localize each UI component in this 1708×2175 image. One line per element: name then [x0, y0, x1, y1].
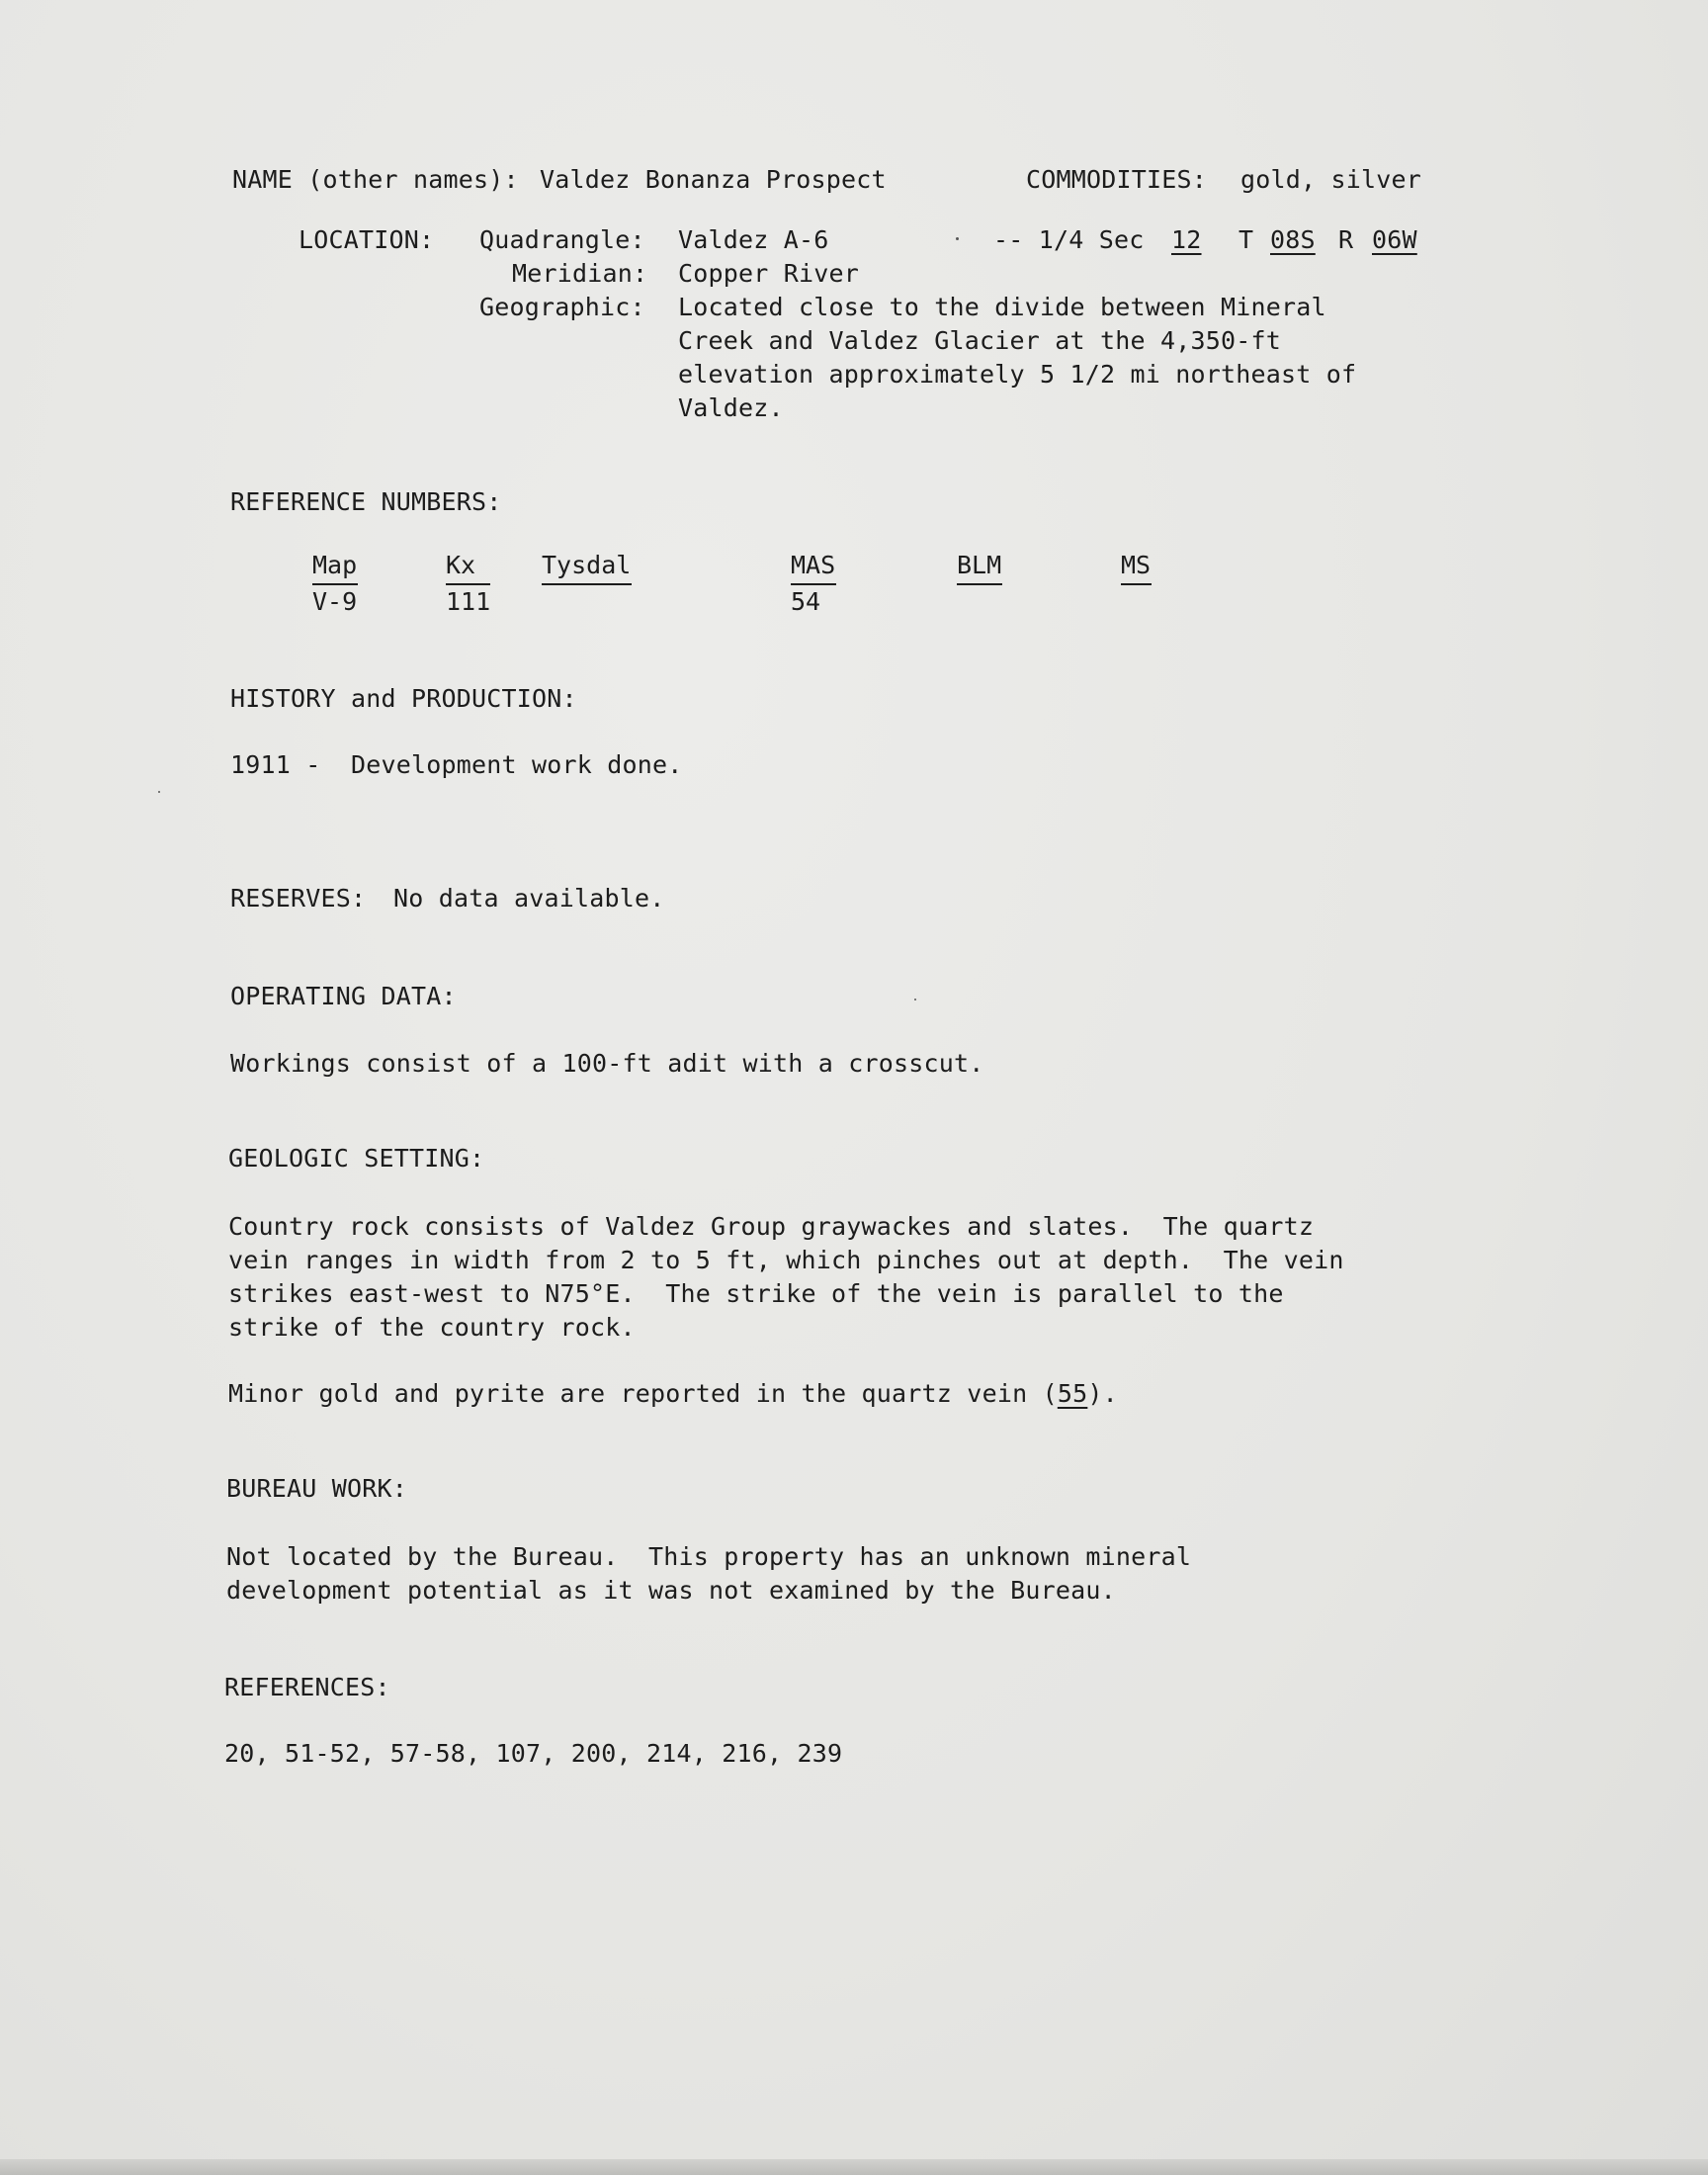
geologic-line: vein ranges in width from 2 to 5 ft, which pinches out at depth. The vein — [228, 1246, 1344, 1274]
range-value: 06W — [1372, 225, 1417, 254]
ref-column-mas — [791, 549, 836, 619]
geologic-note — [228, 1377, 1118, 1411]
commodities-label: COMMODITIES: — [1026, 165, 1208, 194]
ref-header: BLM — [957, 549, 1002, 585]
ref-value: 111 — [446, 587, 491, 616]
ref-header: Tysdal — [542, 549, 632, 585]
geologic-line: strikes east-west to N75°E. The strike of the vein is parallel to the — [228, 1279, 1284, 1308]
reference-numbers-heading: REFERENCE NUMBERS: — [230, 487, 502, 516]
geologic-heading: GEOLOGIC SETTING: — [228, 1144, 485, 1173]
township-label: T — [1238, 225, 1254, 254]
geologic-line: strike of the country rock. — [228, 1313, 636, 1342]
geographic-line: Creek and Valdez Glacier at the 4,350-ft — [678, 326, 1282, 355]
ref-column-blm — [957, 549, 1002, 585]
scan-speck — [914, 999, 916, 1000]
bureau-line: development potential as it was not examined by the Bureau. — [226, 1576, 1116, 1605]
ref-header: Kx — [446, 549, 490, 585]
scan-speck — [158, 791, 160, 793]
reserves-value: No data available. — [393, 884, 665, 913]
quadrangle-value: Valdez A-6 — [678, 225, 829, 254]
geographic-line: Valdez. — [678, 393, 784, 422]
name-value: Valdez Bonanza Prospect — [540, 165, 887, 194]
section-value: 12 — [1171, 225, 1202, 254]
bureau-line: Not located by the Bureau. This property has an unknown mineral — [226, 1542, 1192, 1571]
ref-value: V-9 — [312, 587, 358, 616]
township-value: 08S — [1270, 225, 1316, 254]
name-label: NAME (other names): — [232, 165, 519, 194]
ref-header: MAS — [791, 549, 836, 585]
operating-heading: OPERATING DATA: — [230, 982, 457, 1010]
meridian-label: Meridian: — [512, 259, 648, 288]
ref-column-map — [312, 549, 358, 619]
geographic-line: elevation approximately 5 1/2 mi northeast of — [678, 360, 1357, 389]
citation-reference: 55 — [1057, 1379, 1088, 1408]
ref-header: MS — [1121, 549, 1152, 585]
history-line: 1911 - Development work done. — [230, 750, 683, 779]
references-heading: REFERENCES: — [224, 1673, 390, 1701]
reserves-label: RESERVES: — [230, 884, 367, 913]
references-list: 20, 51-52, 57-58, 107, 200, 214, 216, 239 — [224, 1739, 843, 1768]
geographic-label: Geographic: — [479, 293, 645, 321]
bureau-heading: BUREAU WORK: — [226, 1474, 408, 1503]
scan-speck — [956, 237, 959, 240]
geologic-note-text: Minor gold and pyrite are reported in the quartz vein ( — [228, 1379, 1058, 1408]
range-label: R — [1338, 225, 1354, 254]
meridian-value: Copper River — [678, 259, 860, 288]
ref-column-ms — [1121, 549, 1152, 585]
ref-value: 54 — [791, 587, 821, 616]
commodities-value: gold, silver — [1240, 165, 1422, 194]
location-label: LOCATION: — [299, 225, 435, 254]
quadrangle-label: Quadrangle: — [479, 225, 645, 254]
section-prefix: -- 1/4 Sec — [993, 225, 1145, 254]
ref-header: Map — [312, 549, 358, 585]
geographic-line: Located close to the divide between Mineral — [678, 293, 1326, 321]
history-heading: HISTORY and PRODUCTION: — [230, 684, 577, 713]
ref-column-kx — [446, 549, 490, 619]
geologic-note-end: ). — [1087, 1379, 1118, 1408]
ref-column-tysdal — [542, 549, 632, 585]
geologic-line: Country rock consists of Valdez Group graywackes and slates. The quartz — [228, 1212, 1315, 1241]
operating-text: Workings consist of a 100-ft adit with a crosscut. — [230, 1049, 984, 1078]
